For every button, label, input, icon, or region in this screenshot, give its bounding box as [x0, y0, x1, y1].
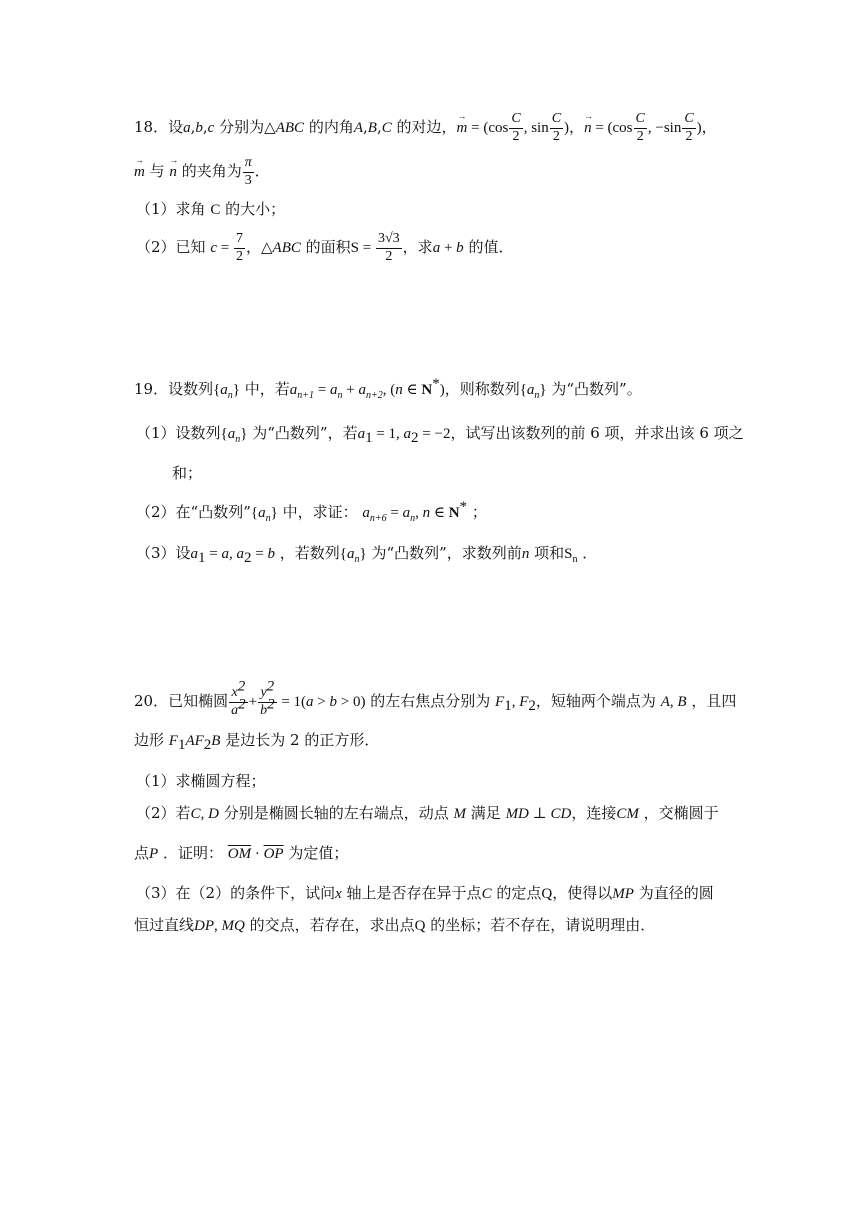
q18-line2: → m 与 → n 的夹角为 $\frac{\pi}{3}$ ．: [134, 156, 270, 188]
q19-number: 19．设数列: [134, 380, 214, 398]
vector-m: → m: [457, 121, 468, 136]
q18-line1: 18．设a,b,c 分别为△ABC 的内角A,B,C 的对边，→ m = (cos $\frac{C}{2}$ , sin $\frac{C}{2}$ )，→ n = (cos $\frac{C}{2}$ , −sin $\frac{C}{2}$ )，: [134, 112, 717, 144]
q19-part3: （3）设$a_1 = a$, $a_2 = b$ ，若数列$\{a_n\}$ 为“凸数列”，求数列前n 项和$S_n$ ．: [136, 544, 598, 566]
q20-part1: （1）求椭圆方程；: [136, 772, 266, 790]
q20-line1: 20．已知椭圆 $\frac{x^2}{a^2}$ + $\frac{y^2}{b^2}$ = 1(a > b > 0) 的左右焦点分别为 $F_1$, $F_2$，短轴两个端点为 A, B ，且四: [134, 678, 737, 718]
q20-line2: 边形 $F_1AF_2B$ 是边长为 2 的正方形．: [134, 731, 380, 753]
q20-number: 20．已知椭圆: [134, 692, 229, 711]
vector-n: → n: [584, 121, 592, 136]
q18-part1: （1）求角 C 的大小；: [136, 200, 286, 218]
q20-part2: （2）若C, D 分别是椭圆长轴的左右端点，动点 M 满足 MD ⊥ CD，连接CM ，交椭圆于: [136, 804, 719, 822]
q19-part1: （1）设数列$\{a_n\}$ 为“凸数列”，若$a_1 = 1$, $a_2 = -2$，试写出该数列的前 6 项，并求出该 6 项之: [136, 424, 744, 446]
q19-line1: 19．设数列$\{a_n\}$ 中，若$a_{n+1} = a_n + a_{n+2}$, (n ∈ N*)，则称数列$\{a_n\}$ 为“凸数列”。: [134, 376, 642, 401]
q19-part2: （2）在“凸数列$”\{a_n\}$ 中，求证： $a_{n+6} = a_n$, n ∈ N* ；: [136, 499, 487, 524]
q18-part2: （2）已知 c = $\frac{7}{2}$ ，△ABC 的面积S = $\frac{3√3}{2}$ ，求a + b 的值．: [136, 231, 514, 264]
q18-number: 18．: [134, 118, 169, 137]
q20-part3: （3）在（2）的条件下，试问x 轴上是否存在异于点C 的定点Q，使得以MP 为直径的圆: [136, 884, 714, 902]
q20-part3-cont: 恒过直线DP, MQ 的交点，若存在，求出点Q 的坐标；若不存在，请说明理由．: [134, 916, 656, 934]
q20-part2-cont: 点P ．证明： $\overline{OM} \cdot \overline{OP}$ 为定值；: [134, 844, 349, 862]
q19-part1-cont: 和；: [172, 464, 203, 482]
